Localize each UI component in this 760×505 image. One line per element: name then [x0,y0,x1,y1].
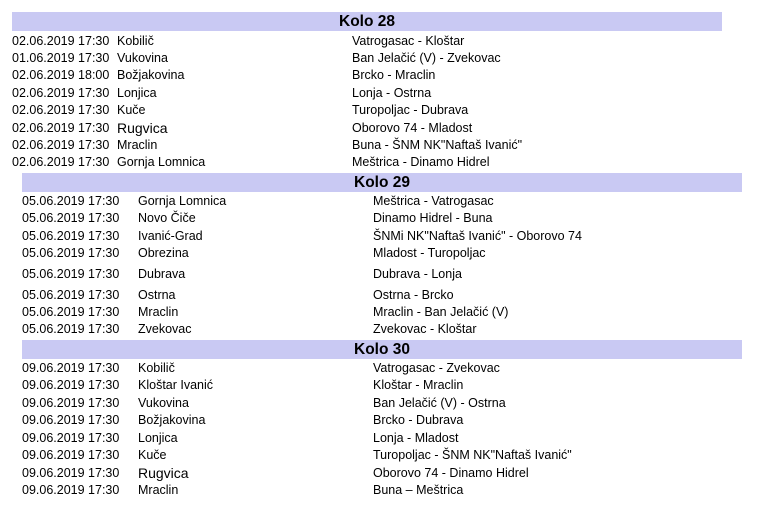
match-datetime: 05.06.2019 17:30 [22,288,120,302]
round-header: Kolo 29 [22,173,742,192]
match-teams: ŠNMi NK"Naftaš Ivanić" - Oborovo 74 [373,229,582,243]
match-datetime: 09.06.2019 17:30 [22,361,120,375]
match-venue: Kloštar Ivanić [138,378,214,392]
match-venue: Božjakovina [117,68,185,82]
match-venue: Kuče [117,103,146,117]
match-venue: Gornja Lomnica [138,194,227,208]
match-teams: Brcko - Dubrava [373,413,464,427]
match-venue: Rugvica [138,465,189,481]
match-datetime: 02.06.2019 17:30 [12,103,110,117]
match-venue: Vukovina [138,396,189,410]
match-datetime: 05.06.2019 17:30 [22,305,120,319]
match-teams: Buna – Meštrica [373,483,464,497]
match-datetime: 09.06.2019 17:30 [22,378,120,392]
match-venue: Obrezina [138,246,189,260]
match-teams: Meštrica - Dinamo Hidrel [352,155,490,169]
match-venue: Kobilič [117,34,154,48]
match-venue: Mraclin [138,305,179,319]
match-datetime: 05.06.2019 17:30 [22,246,120,260]
match-teams: Vatrogasac - Kloštar [352,34,465,48]
match-venue: Mraclin [138,483,179,497]
match-teams: Mladost - Turopoljac [373,246,486,260]
match-teams: Lonja - Mladost [373,431,459,445]
match-datetime: 02.06.2019 18:00 [12,68,110,82]
match-datetime: 02.06.2019 17:30 [12,34,110,48]
match-datetime: 05.06.2019 17:30 [22,322,120,336]
match-datetime: 09.06.2019 17:30 [22,431,120,445]
match-teams: Brcko - Mraclin [352,68,436,82]
match-teams: Dinamo Hidrel - Buna [373,211,493,225]
match-datetime: 09.06.2019 17:30 [22,448,120,462]
match-venue: Ivanić-Grad [138,229,203,243]
match-datetime: 05.06.2019 17:30 [22,194,120,208]
match-teams: Buna - ŠNM NK"Naftaš Ivanić" [352,138,523,152]
match-datetime: 02.06.2019 17:30 [12,138,110,152]
match-teams: Kloštar - Mraclin [373,378,464,392]
match-datetime: 09.06.2019 17:30 [22,466,120,480]
match-teams: Vatrogasac - Zvekovac [373,361,500,375]
match-venue: Božjakovina [138,413,206,427]
match-teams: Ban Jelačić (V) - Zvekovac [352,51,501,65]
match-venue: Zvekovac [138,322,192,336]
match-datetime: 09.06.2019 17:30 [22,396,120,410]
match-datetime: 09.06.2019 17:30 [22,413,120,427]
match-venue: Dubrava [138,267,186,281]
match-teams: Ostrna - Brcko [373,288,454,302]
match-venue: Lonjica [138,431,178,445]
round-header: Kolo 30 [22,340,742,359]
match-teams: Oborovo 74 - Dinamo Hidrel [373,466,529,480]
match-venue: Kobilič [138,361,175,375]
match-teams: Turopoljac - ŠNM NK"Naftaš Ivanić" [373,448,572,462]
match-venue: Kuče [138,448,167,462]
match-teams: Ban Jelačić (V) - Ostrna [373,396,506,410]
match-venue: Novo Čiče [138,211,196,225]
match-teams: Dubrava - Lonja [373,267,462,281]
match-venue: Mraclin [117,138,158,152]
match-teams: Lonja - Ostrna [352,86,432,100]
match-venue: Gornja Lomnica [117,155,206,169]
match-venue: Ostrna [138,288,176,302]
match-teams: Meštrica - Vatrogasac [373,194,494,208]
match-datetime: 02.06.2019 17:30 [12,155,110,169]
match-venue: Rugvica [117,120,168,136]
round-header: Kolo 28 [12,12,722,31]
match-teams: Zvekovac - Kloštar [373,322,477,336]
match-datetime: 02.06.2019 17:30 [12,121,110,135]
match-datetime: 09.06.2019 17:30 [22,483,120,497]
match-teams: Turopoljac - Dubrava [352,103,469,117]
match-datetime: 05.06.2019 17:30 [22,267,120,281]
match-teams: Oborovo 74 - Mladost [352,121,473,135]
match-datetime: 05.06.2019 17:30 [22,229,120,243]
match-teams: Mraclin - Ban Jelačić (V) [373,305,509,319]
match-datetime: 05.06.2019 17:30 [22,211,120,225]
match-venue: Lonjica [117,86,157,100]
match-venue: Vukovina [117,51,168,65]
match-datetime: 02.06.2019 17:30 [12,86,110,100]
match-datetime: 01.06.2019 17:30 [12,51,110,65]
